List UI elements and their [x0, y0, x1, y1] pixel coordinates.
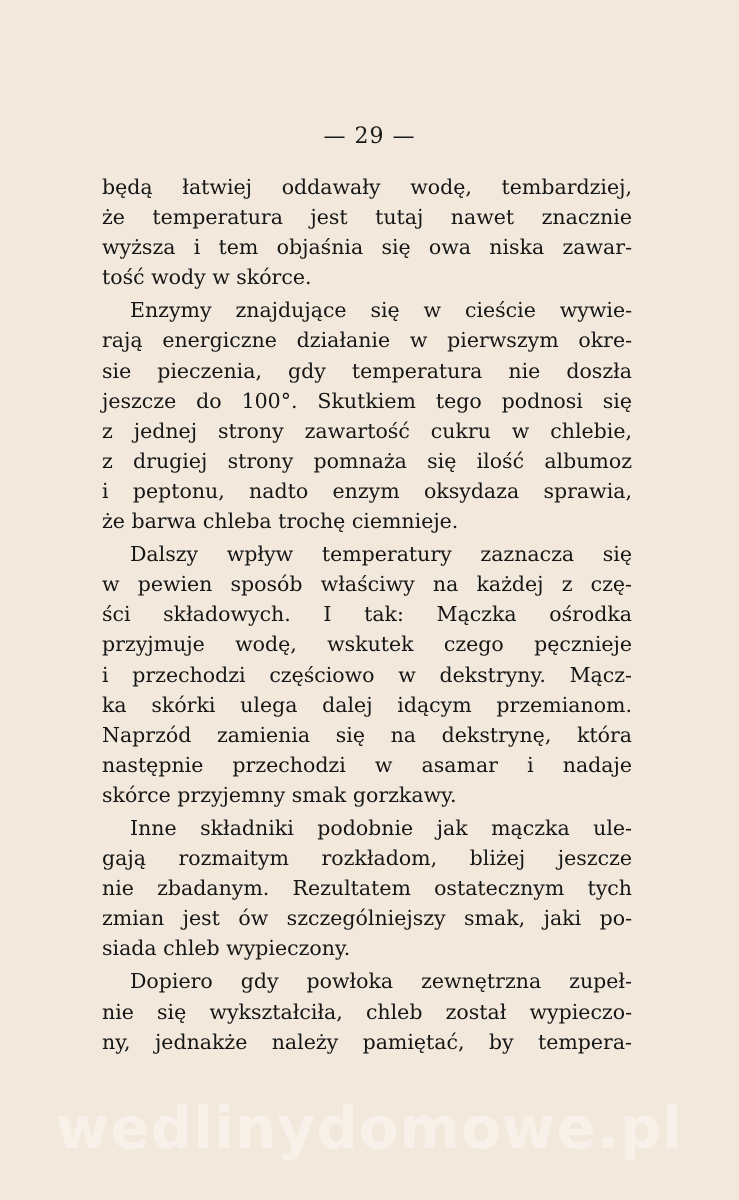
text-line: z drugiej strony pomnaża się ilość albumoz — [102, 448, 632, 473]
text-line: nie się wykształciła, chleb został wypieczo- — [102, 999, 632, 1024]
text-line: ka skórki ulega dalej idącym przemianom. — [102, 692, 632, 717]
text-line: wyższa i tem objaśnia się owa niska zawar- — [102, 235, 632, 260]
text-line: ści składowych. I tak: Mączka ośrodka — [102, 602, 632, 627]
text-line: gają rozmaitym rozkładom, bliżej jeszcze — [102, 846, 632, 871]
text-line: Naprzód zamienia się na dekstrynę, która — [102, 722, 632, 747]
text-line: sie pieczenia, gdy temperatura nie doszła — [102, 358, 632, 383]
paragraph — [102, 813, 632, 963]
text-line: z jednej strony zawartość cukru w chlebie, — [102, 418, 632, 443]
text-line: przyjmuje wodę, wskutek czego pęcznieje — [102, 632, 632, 657]
text-line: Inne składniki podobnie jak mączka ule- — [130, 815, 632, 840]
text-line: ny, jednakże należy pamiętać, by tempera- — [102, 1029, 632, 1054]
text-line: zmian jest ów szczególniejszy smak, jaki po- — [102, 906, 632, 931]
text-line: rają energiczne działanie w pierwszym okre- — [102, 328, 632, 353]
paragraph — [102, 172, 632, 292]
text-line: jeszcze do 100°. Skutkiem tego podnosi się — [102, 388, 632, 413]
text-line: i peptonu, nadto enzym oksydaza sprawia, — [102, 478, 632, 503]
text-line: Dopiero gdy powłoka zewnętrzna zupeł- — [130, 969, 632, 994]
text-line: że barwa chleba trochę ciemnieje. — [102, 509, 459, 534]
paragraph — [102, 539, 632, 810]
body-text — [102, 172, 632, 1057]
text-line: i przechodzi częściowo w dekstryny. Mącz- — [102, 662, 632, 687]
watermark: wedlinydomowe.pl — [55, 1094, 684, 1162]
text-line: w pewien sposób właściwy na każdej z czę- — [102, 572, 632, 597]
text-line: tość wody w skórce. — [102, 265, 312, 290]
page-number: — 29 — — [323, 124, 416, 149]
paragraph — [102, 295, 632, 536]
text-line: że temperatura jest tutaj nawet znacznie — [102, 205, 632, 230]
text-line: siada chleb wypieczony. — [102, 936, 351, 961]
paragraph — [102, 966, 632, 1056]
text-line: nie zbadanym. Rezultatem ostatecznym tych — [102, 876, 632, 901]
text-line: Dalszy wpływ temperatury zaznacza się — [130, 542, 632, 567]
text-line: będą łatwiej oddawały wodę, tembardziej, — [102, 175, 632, 199]
text-line: skórce przyjemny smak gorzkawy. — [102, 782, 457, 807]
text-line: następnie przechodzi w asamar i nadaje — [102, 752, 632, 777]
text-line: Enzymy znajdujące się w cieście wywie- — [130, 298, 632, 323]
